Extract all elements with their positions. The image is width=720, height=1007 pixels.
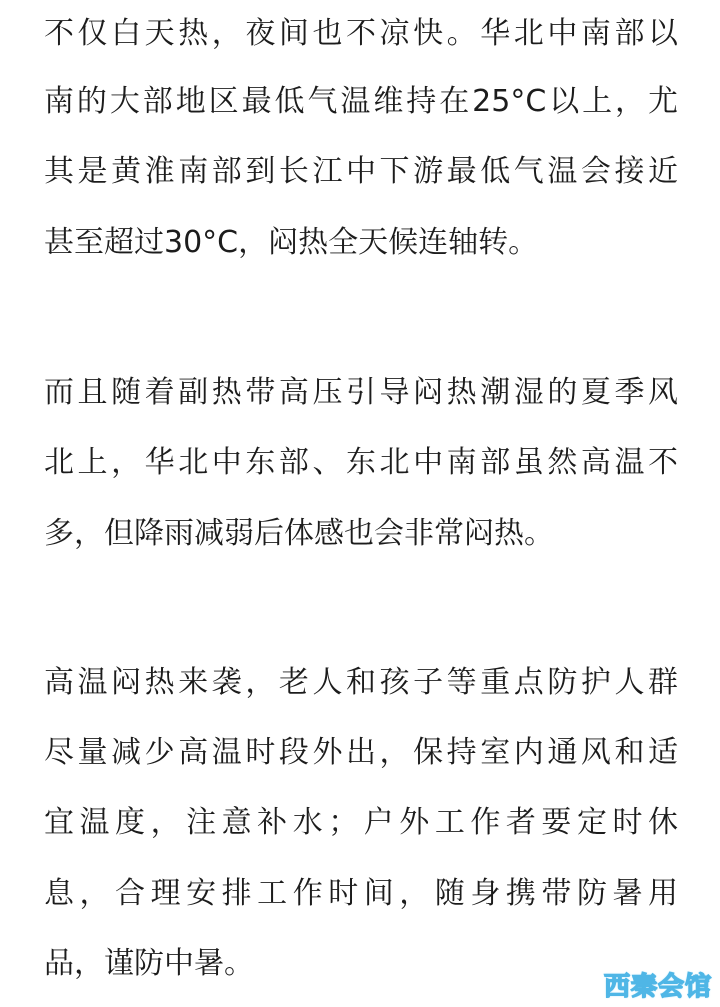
paragraph-line: 多，但降雨减弱后体感也会非常闷热。	[44, 516, 554, 551]
paragraph-line: 南的大部地区最低气温维持在25°C以上，尤	[44, 84, 678, 119]
paragraph-line: 而且随着副热带高压引导闷热潮湿的夏季风	[44, 375, 678, 410]
paragraph-line: 其是黄淮南部到长江中下游最低气温会接近	[44, 154, 678, 189]
paragraph-line: 品，谨防中暑。	[44, 946, 254, 981]
paragraph-line: 高温闷热来袭，老人和孩子等重点防护人群	[44, 665, 678, 700]
paragraph-line: 甚至超过30°C，闷热全天候连轴转。	[44, 225, 539, 260]
paragraph-line: 不仅白天热，夜间也不凉快。华北中南部以	[44, 16, 678, 51]
paragraph-line: 息，合理安排工作时间，随身携带防暑用	[44, 876, 678, 911]
paragraph-line: 北上，华北中东部、东北中南部虽然高温不	[44, 445, 678, 480]
paragraph-line: 尽量减少高温时段外出，保持室内通风和适	[44, 735, 678, 770]
paragraph-line: 宜温度，注意补水；户外工作者要定时休	[44, 805, 678, 840]
watermark-logo: 西秦会馆	[603, 972, 712, 1002]
